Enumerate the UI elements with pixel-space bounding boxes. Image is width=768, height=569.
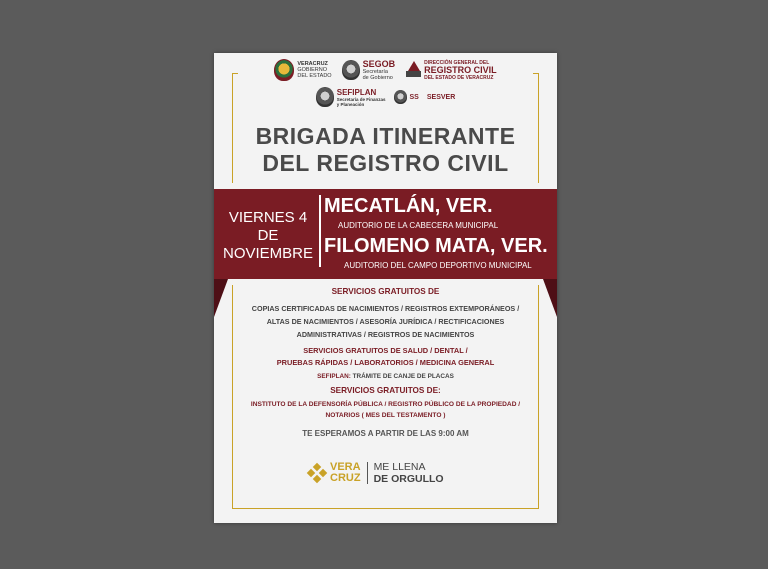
location-2-name: FILOMENO MATA, VER. xyxy=(324,235,548,257)
footer-brand xyxy=(308,461,444,485)
sefiplan-service xyxy=(234,373,537,380)
services-section xyxy=(234,286,537,438)
segob-logo-sub-1: Secretaría xyxy=(362,68,388,75)
registry-services-line-3: ADMINISTRATIVAS / REGISTROS DE NACIMIENTOS xyxy=(296,330,475,339)
banner-divider xyxy=(319,195,321,267)
footer-divider xyxy=(367,462,368,484)
location-1-venue: AUDITORIO DE LA CABECERA MUNICIPAL xyxy=(338,221,499,230)
legal-services-line-1: INSTITUTO DE LA DEFENSORÍA PÚBLICA / REGISTRO PÚBLICO DE LA PROPIEDAD / xyxy=(250,401,521,408)
veracruz-logo-text-3: DEL ESTADO xyxy=(297,73,332,79)
services-heading-2: SERVICIOS GRATUITOS DE: xyxy=(330,386,441,395)
sesver-logo xyxy=(427,93,455,102)
health-services-line-2: PRUEBAS RÁPIDAS / LABORATORIOS / MEDICINA GENERAL xyxy=(276,358,495,367)
veracruz-brand-icon xyxy=(308,464,326,482)
registro-civil-logo xyxy=(405,60,497,81)
location-1-name: MECATLÁN, VER. xyxy=(324,195,493,217)
segob-seal-icon xyxy=(342,60,360,80)
opening-time: TE ESPERAMOS A PARTIR DE LAS 9:00 AM xyxy=(302,429,469,438)
poster-title xyxy=(214,123,557,177)
footer-motto-2: DE ORGULLO xyxy=(373,473,444,485)
ss-logo-name: SS xyxy=(409,93,419,101)
registro-civil-logo-text-2: REGISTRO CIVIL xyxy=(424,64,497,75)
location-2-venue: AUDITORIO DEL CAMPO DEPORTIVO MUNICIPAL xyxy=(344,261,532,270)
veracruz-logo-text-2: GOBIERNO xyxy=(297,67,328,73)
sefiplan-logo-sub-1: Secretaría de Finanzas xyxy=(336,96,386,102)
sefiplan-logo-sub-2: y Planeación xyxy=(336,101,365,107)
event-date-line-1: VIERNES 4 DE xyxy=(228,209,308,244)
footer-brand-vera: VERA xyxy=(330,461,361,473)
banner-fold-right xyxy=(543,279,557,317)
sefiplan-seal-icon xyxy=(316,87,334,107)
health-services-line-1: SERVICIOS GRATUITOS DE SALUD / DENTAL / xyxy=(303,346,468,355)
veracruz-logo xyxy=(274,59,331,81)
event-date-line-2: NOVIEMBRE xyxy=(222,245,313,262)
ss-seal-icon xyxy=(394,90,407,104)
footer-brand-cruz: CRUZ xyxy=(330,472,361,484)
sefiplan-service-text: TRÁMITE DE CANJE DE PLACAS xyxy=(350,373,454,380)
poster-title-line-1: BRIGADA ITINERANTE xyxy=(255,123,516,149)
registro-civil-logo-text-1: DIRECCIÓN GENERAL DEL xyxy=(424,59,490,66)
sesver-logo-name: SESVER xyxy=(426,93,456,101)
legal-services-line-2: NOTARIOS ( MES DEL TESTAMENTO ) xyxy=(325,412,446,419)
segob-logo xyxy=(342,60,396,81)
poster-title-line-2: DEL REGISTRO CIVIL xyxy=(262,150,509,176)
veracruz-logo-text-1: VERACRUZ xyxy=(297,61,328,67)
registry-services-line-2: ALTAS DE NACIMIENTOS / ASESORÍA JURÍDICA / RECTIFICACIONES xyxy=(266,317,505,326)
segob-logo-name: SEGOB xyxy=(362,58,396,69)
footer-motto-1: ME LLENA xyxy=(373,461,426,473)
registro-civil-logo-text-3: DEL ESTADO DE VERACRUZ xyxy=(424,74,494,81)
services-heading-1: SERVICIOS GRATUITOS DE xyxy=(331,287,440,296)
sefiplan-service-label: SEFIPLAN: xyxy=(317,373,351,380)
sefiplan-logo xyxy=(316,87,386,107)
ss-logo xyxy=(394,90,419,104)
event-date xyxy=(220,209,316,263)
logos-row-bottom xyxy=(214,87,557,107)
event-poster xyxy=(214,53,557,523)
banner-fold-left xyxy=(214,279,228,317)
sefiplan-logo-name: SEFIPLAN xyxy=(336,87,377,97)
veracruz-seal-icon xyxy=(274,59,294,81)
registry-services-line-1: COPIAS CERTIFICADAS DE NACIMIENTOS / REGISTROS EXTEMPORÁNEOS / xyxy=(251,304,520,313)
registro-civil-house-icon xyxy=(405,61,421,79)
logos-row-top xyxy=(214,59,557,81)
segob-logo-sub-2: de Gobierno xyxy=(362,74,393,81)
